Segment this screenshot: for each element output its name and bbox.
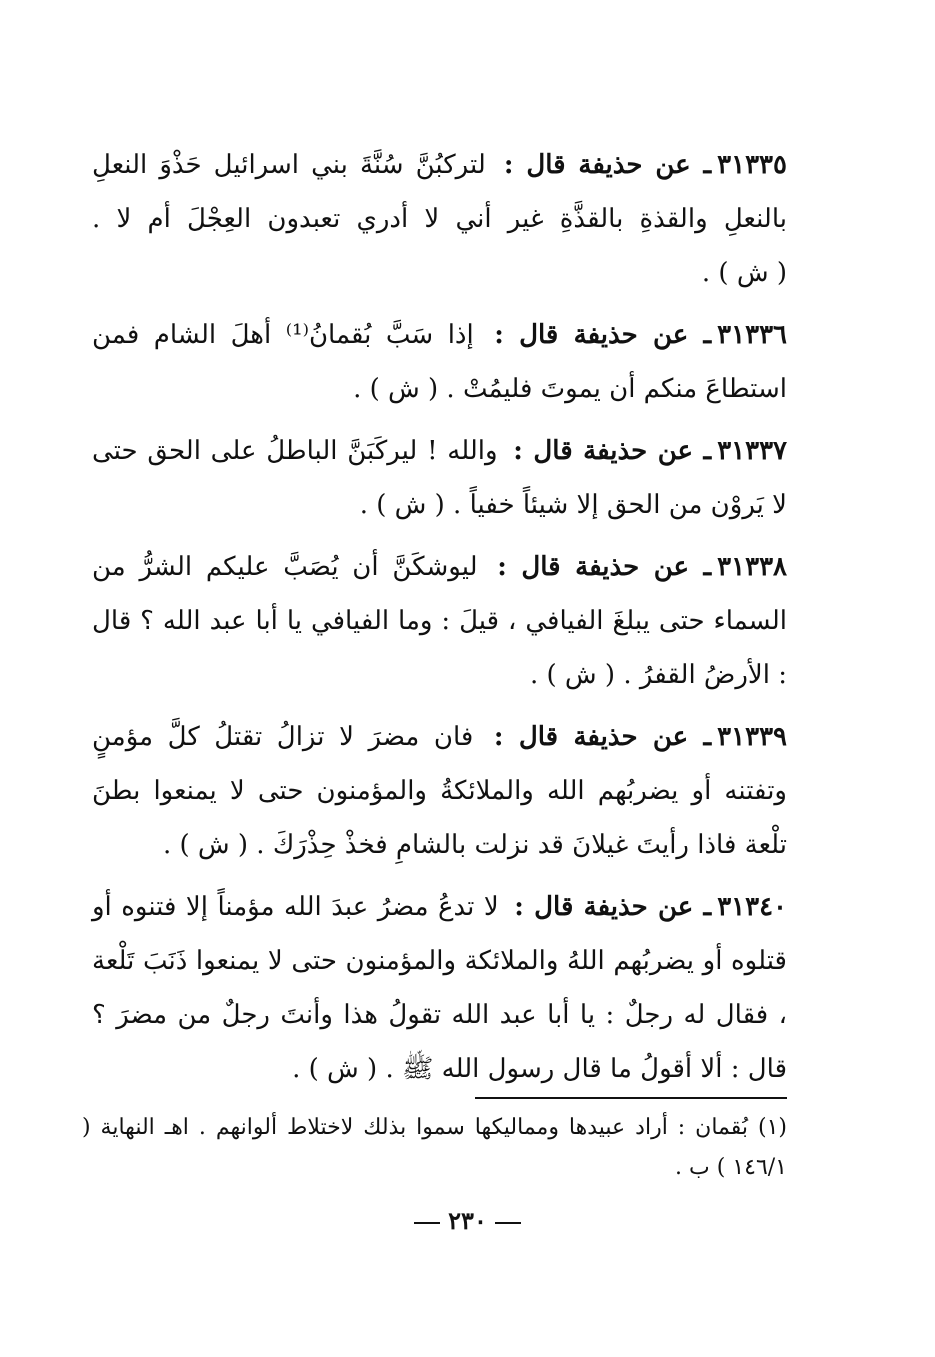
hadith-number: ٣١٣٣٩	[717, 722, 787, 752]
hadith-text: لا تدعُ مضرُ عبدَ الله مؤمناً إلا فتنوه أو قتلوه أو يضربُهم اللهُ والملائكة والمؤمنون حتى لا يمنعوا ذَنَبَ تَلْعة ، فقال له رجلٌ : يا أبا عبد الله تقولُ هذا وأنتَ رجلٌ من مضرَ ؟ قال : ألا أقولُ ما قال رسول الله ﷺ .	[92, 892, 787, 1084]
page-number-dash	[414, 1222, 440, 1224]
hadith-isnad: ـ عن حذيفة قال :	[503, 150, 712, 180]
hadith-source: ( ش ) .	[359, 490, 445, 520]
hadith-31336	[92, 308, 787, 416]
hadith-text: إذا سَبَّ بُقمانُ⁽¹⁾ أهلَ الشام فمن استطاعَ منكم أن يموتَ فليمُتْ .	[92, 320, 787, 404]
hadith-number: ٣١٣٣٨	[717, 552, 787, 582]
hadith-source: ( ش ) .	[353, 374, 439, 404]
hadith-source: ( ش ) .	[292, 1054, 378, 1084]
hadith-source: ( ش ) .	[701, 258, 787, 288]
hadith-text: ليوشكَنَّ أن يُصَبَّ عليكم الشرُّ من السماء حتى يبلغَ الفيافي ، قيلَ : وما الفيافي يا أبا عبد الله ؟ قال : الأرضُ القفرُ .	[92, 552, 787, 690]
hadith-isnad: ـ عن حذيفة قال :	[514, 892, 712, 922]
hadith-source: ( ش ) .	[162, 830, 249, 860]
hadith-number: ٣١٣٤٠	[717, 892, 788, 922]
hadith-31340	[92, 880, 787, 1096]
footnote: (١) بُقمان : أراد عبيدها ومماليكها سموا بذلك لاختلاط ألوانهم . اهـ النهاية ( ١٤٦/١ ) ب .	[82, 1115, 787, 1180]
hadith-text: والله ! ليركَبَنَّ الباطلُ على الحق حتى لا يَروْن من الحق إلا شيئاً خفياً .	[92, 436, 787, 520]
hadith-isnad: ـ عن حذيفة قال :	[513, 436, 712, 466]
hadith-31338	[92, 540, 787, 702]
page-number-dash	[495, 1222, 521, 1224]
hadith-isnad: ـ عن حذيفة قال :	[493, 722, 712, 752]
hadith-list	[92, 138, 787, 1104]
hadith-number: ٣١٣٣٥	[717, 150, 787, 180]
page-number	[0, 1206, 935, 1235]
hadith-isnad: ـ عن حذيفة قال :	[497, 552, 712, 582]
hadith-31335	[92, 138, 787, 300]
footnote-divider	[475, 1097, 787, 1099]
hadith-number: ٣١٣٣٧	[717, 436, 788, 466]
hadith-31339	[92, 710, 787, 872]
hadith-source: ( ش ) .	[529, 660, 616, 690]
hadith-text: فان مضرَ لا تزالُ تقتلُ كلَّ مؤمنٍ وتفتنه أو يضربُهم الله والملائكةُ والمؤمنون حتى لا يمنعوا بطنَ تلْعة فاذا رأيتَ غيلانَ قد نزلت بالشامِ فخذْ حِذْرَكَ .	[92, 722, 787, 860]
hadith-number: ٣١٣٣٦	[717, 320, 787, 350]
hadith-text: لتركبُنَّ سُنَّةَ بني اسرائيل حَذْوَ النعلِ بالنعلِ والقذةِ بالقذَّةِ غير أني لا أدري تعبدون العِجْلَ أم لا .	[92, 150, 787, 234]
hadith-31337	[92, 424, 787, 532]
hadith-isnad: ـ عن حذيفة قال :	[494, 320, 712, 350]
page-number-value: ٢٣٠	[448, 1206, 487, 1235]
